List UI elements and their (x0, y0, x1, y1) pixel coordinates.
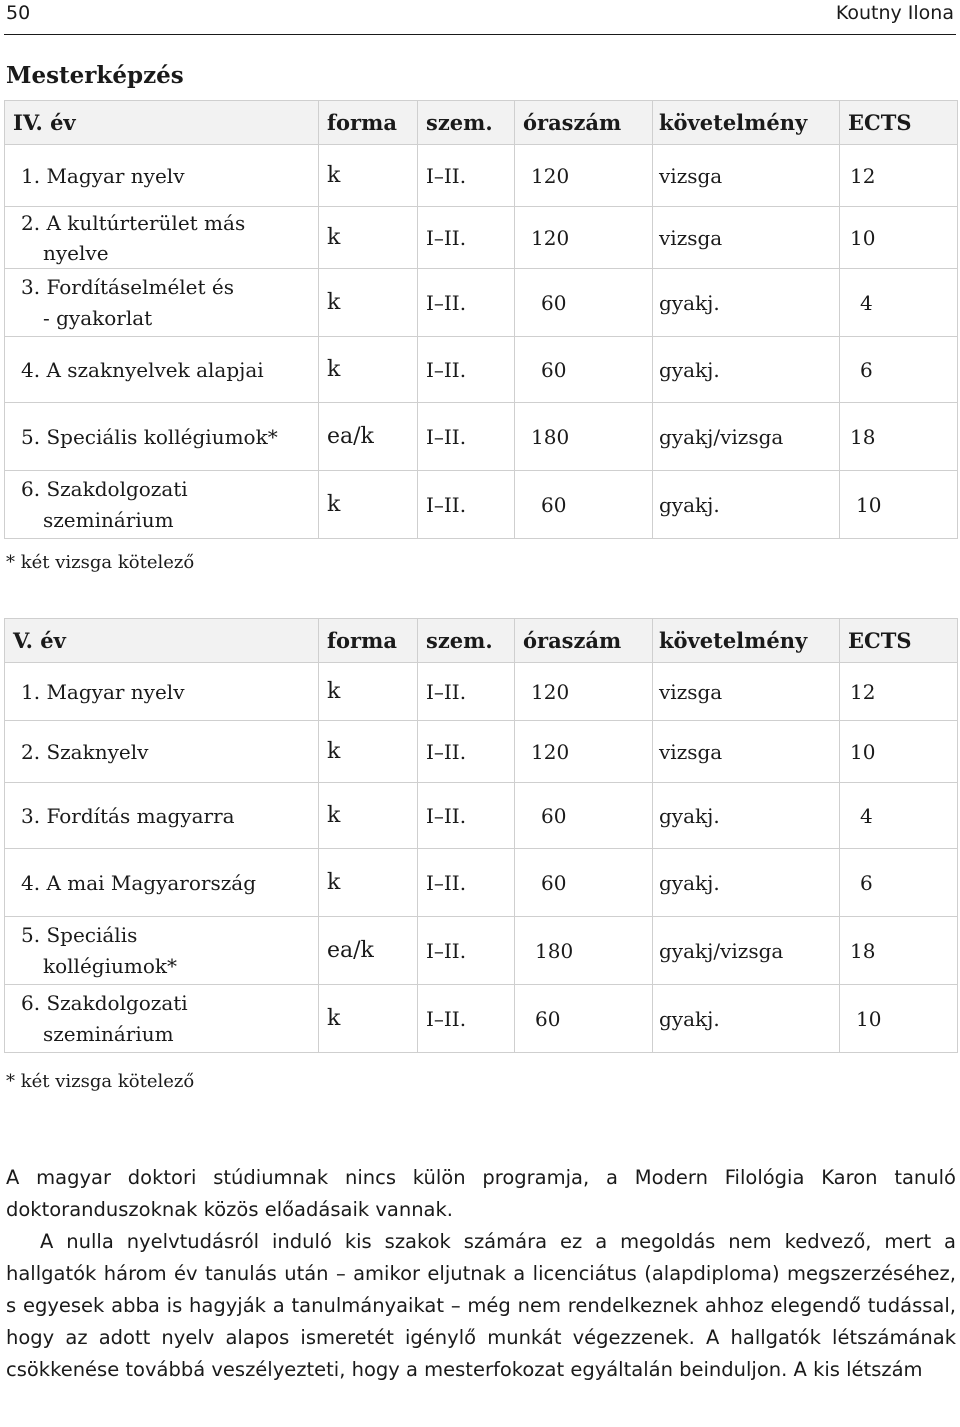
ects-cell: 6 (840, 337, 958, 403)
forma-cell: k (319, 985, 418, 1053)
year-title: IV. év (5, 101, 319, 145)
forma-cell: ea/k (319, 403, 418, 471)
szem-cell: I–II. (418, 721, 515, 783)
year-title: V. év (5, 619, 319, 663)
table-row (5, 269, 958, 337)
kovetelmeny-cell: gyakj. (653, 269, 840, 337)
table-row (5, 403, 958, 471)
szem-cell: I–II. (418, 663, 515, 721)
ects-cell: 18 (840, 917, 958, 985)
szem-cell: I–II. (418, 985, 515, 1053)
paragraph: A magyar doktori stúdiumnak nincs külön programja, a Modern Filológia Karon tanuló doktoranduszoknak közös előadásaik vannak. (6, 1166, 956, 1221)
kovetelmeny-cell: gyakj/vizsga (653, 917, 840, 985)
subject-cell: 4. A szaknyelvek alapjai (5, 337, 319, 403)
subject-cell: 1. Magyar nyelv (5, 145, 319, 207)
subject-cell (5, 471, 319, 539)
year4-footnote: * két vizsga kötelező (6, 552, 195, 573)
szem-cell: I–II. (418, 471, 515, 539)
subject-cell: 3. Fordítás magyarra (5, 783, 319, 849)
col-header-ects: ECTS (840, 619, 958, 663)
kovetelmeny-cell: vizsga (653, 207, 840, 269)
subject-cell: 4. A mai Magyarország (5, 849, 319, 917)
paragraph: A nulla nyelvtudásról induló kis szakok számára ez a megoldás nem kedvező, mert a hallgatók három év tanulás után – amikor eljutnak a licenciátus (alapdiploma) megszerzéséhez, s egyesek abba is hagyják a tanulmányaikat – még nem rendelkeznek ahhoz elegendő tudással, hogy az adott nyelv alapos ismeretét igénylő munkát végezzenek. A hallgatók létszámának csökkenése továbbá veszélyezteti, hogy a mesterfokozat egyáltalán beinduljon. A kis létszám (6, 1230, 956, 1381)
running-header-author: Koutny Ilona (835, 2, 954, 24)
table-row (5, 663, 958, 721)
subject-cell (5, 207, 319, 269)
forma-cell: k (319, 849, 418, 917)
ects-cell: 4 (840, 269, 958, 337)
year5-table (4, 618, 958, 1053)
kovetelmeny-cell: vizsga (653, 721, 840, 783)
table-header-row (5, 101, 958, 145)
table-row (5, 849, 958, 917)
ects-cell: 12 (840, 663, 958, 721)
subject-line-1: 5. Speciális (21, 922, 138, 947)
year4-table (4, 100, 958, 539)
forma-cell: k (319, 783, 418, 849)
subject-cell: 1. Magyar nyelv (5, 663, 319, 721)
subject-cell (5, 269, 319, 337)
kovetelmeny-cell: gyakj. (653, 337, 840, 403)
ects-cell: 6 (840, 849, 958, 917)
subject-line-1: 6. Szakdolgozati (21, 476, 188, 501)
table-row (5, 337, 958, 403)
szem-cell: I–II. (418, 145, 515, 207)
col-header-ects: ECTS (840, 101, 958, 145)
ects-cell: 10 (840, 721, 958, 783)
subject-line-2: kollégiumok* (43, 953, 177, 978)
forma-cell: ea/k (319, 917, 418, 985)
forma-cell: k (319, 207, 418, 269)
kovetelmeny-cell: gyakj. (653, 849, 840, 917)
subject-line-2: nyelve (43, 240, 109, 265)
ects-cell: 18 (840, 403, 958, 471)
oraszam-cell: 60 (515, 783, 653, 849)
szem-cell: I–II. (418, 207, 515, 269)
col-header-oraszam: óraszám (515, 101, 653, 145)
oraszam-cell: 120 (515, 207, 653, 269)
page-number: 50 (6, 2, 31, 24)
ects-cell: 10 (840, 471, 958, 539)
table-row (5, 985, 958, 1053)
oraszam-cell: 60 (515, 471, 653, 539)
section-title: Mesterképzés (6, 62, 184, 89)
subject-cell (5, 985, 319, 1053)
col-header-kovetelmeny: követelmény (653, 101, 840, 145)
col-header-szem: szem. (418, 101, 515, 145)
table-row (5, 145, 958, 207)
table-row (5, 721, 958, 783)
oraszam-cell: 120 (515, 721, 653, 783)
table-row (5, 917, 958, 985)
kovetelmeny-cell: gyakj. (653, 471, 840, 539)
col-header-kovetelmeny: követelmény (653, 619, 840, 663)
subject-line-2: szeminárium (43, 1021, 174, 1046)
col-header-forma: forma (319, 619, 418, 663)
forma-cell: k (319, 145, 418, 207)
ects-cell: 4 (840, 783, 958, 849)
subject-line-1: 3. Fordításelmélet és (21, 274, 235, 299)
subject-cell: 2. Szaknyelv (5, 721, 319, 783)
oraszam-cell: 120 (515, 145, 653, 207)
ects-cell: 10 (840, 985, 958, 1053)
szem-cell: I–II. (418, 403, 515, 471)
kovetelmeny-cell: gyakj. (653, 985, 840, 1053)
oraszam-cell: 60 (515, 337, 653, 403)
oraszam-cell: 60 (515, 849, 653, 917)
kovetelmeny-cell: vizsga (653, 145, 840, 207)
kovetelmeny-cell: gyakj/vizsga (653, 403, 840, 471)
szem-cell: I–II. (418, 917, 515, 985)
szem-cell: I–II. (418, 849, 515, 917)
ects-cell: 12 (840, 145, 958, 207)
forma-cell: k (319, 269, 418, 337)
oraszam-cell: 120 (515, 663, 653, 721)
subject-line-2: szeminárium (43, 507, 174, 532)
table-row (5, 471, 958, 539)
subject-line-1: 2. A kultúrterület más (21, 210, 246, 235)
kovetelmeny-cell: vizsga (653, 663, 840, 721)
col-header-forma: forma (319, 101, 418, 145)
year5-footnote: * két vizsga kötelező (6, 1071, 195, 1092)
table-header-row (5, 619, 958, 663)
oraszam-cell: 180 (515, 917, 653, 985)
subject-line-2: - gyakorlat (43, 305, 153, 330)
oraszam-cell: 180 (515, 403, 653, 471)
body-text (6, 1162, 956, 1386)
subject-cell (5, 917, 319, 985)
kovetelmeny-cell: gyakj. (653, 783, 840, 849)
forma-cell: k (319, 721, 418, 783)
col-header-oraszam: óraszám (515, 619, 653, 663)
running-header (4, 0, 956, 35)
forma-cell: k (319, 471, 418, 539)
oraszam-cell: 60 (515, 269, 653, 337)
szem-cell: I–II. (418, 269, 515, 337)
subject-cell: 5. Speciális kollégiumok* (5, 403, 319, 471)
forma-cell: k (319, 337, 418, 403)
subject-line-1: 6. Szakdolgozati (21, 990, 188, 1015)
table-row (5, 207, 958, 269)
oraszam-cell: 60 (515, 985, 653, 1053)
table-row (5, 783, 958, 849)
ects-cell: 10 (840, 207, 958, 269)
col-header-szem: szem. (418, 619, 515, 663)
forma-cell: k (319, 663, 418, 721)
szem-cell: I–II. (418, 337, 515, 403)
szem-cell: I–II. (418, 783, 515, 849)
